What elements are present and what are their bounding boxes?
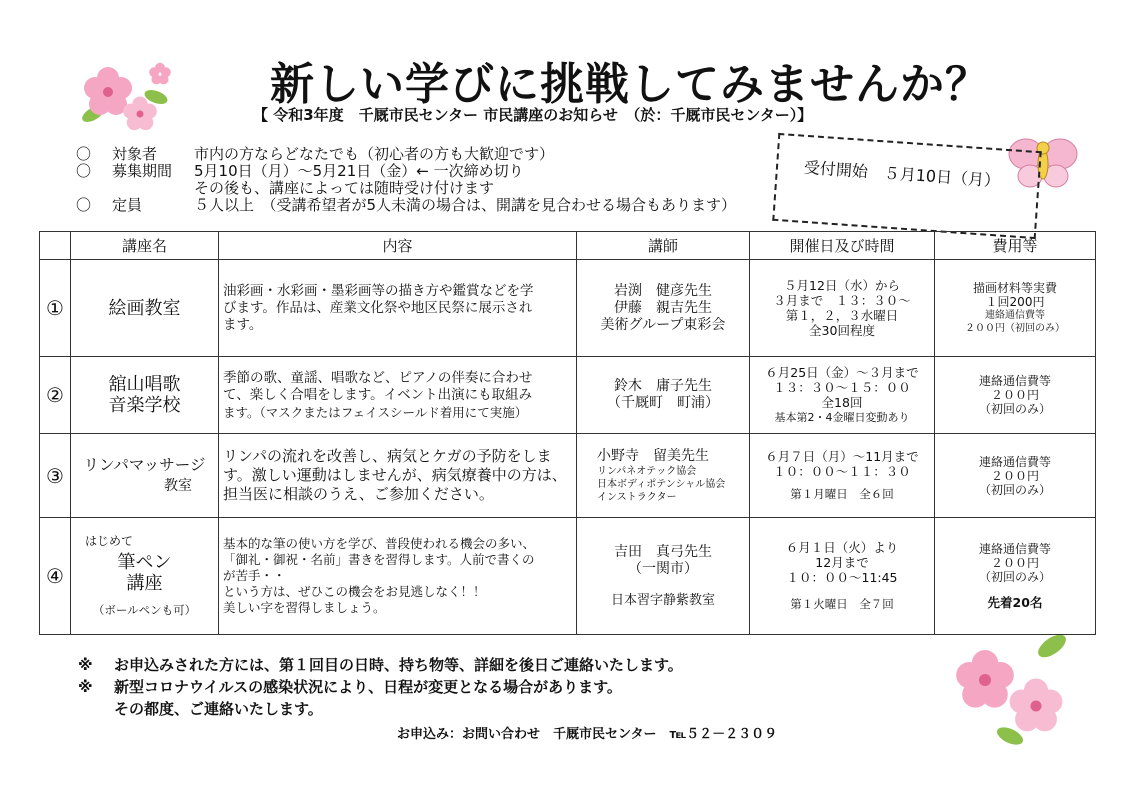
teacher-line: インストラクター — [597, 491, 677, 503]
teacher-line: 鈴木 庸子先生 — [614, 378, 712, 394]
table-header-row — [40, 232, 1096, 260]
course-name — [71, 434, 219, 518]
contact-info: お申込み：お問い合わせ 千厩市民センター ℡５２－２３０９ — [397, 727, 778, 742]
content-line: 油彩画・水彩画・墨彩画等の描き方や鑑賞などを学 — [223, 282, 534, 299]
row-number: ② — [40, 357, 71, 434]
info-list — [76, 146, 736, 214]
note-mark: ※ — [78, 678, 93, 696]
fee-line: ２００円 — [990, 388, 1039, 402]
content-line: が苦手・・ — [223, 568, 286, 583]
course-name-line: 教室 — [164, 477, 192, 494]
fee-line: ２００円（初回のみ） — [965, 323, 1065, 334]
course-fee — [935, 260, 1096, 357]
info-row-capacity — [76, 197, 736, 214]
row-number: ③ — [40, 434, 71, 518]
course-name — [71, 357, 219, 434]
content-line: 担当医に相談のうえ、ご参加ください。 — [223, 485, 494, 503]
fee-line: ２００円 — [990, 468, 1039, 483]
course-teacher — [577, 434, 750, 518]
fee-line: ２００円 — [990, 556, 1039, 570]
note-mark: ※ — [78, 656, 93, 674]
content-line: 季節の歌、童謡、唱歌など、ピアノの伴奏に合わせ — [223, 369, 533, 386]
content-line: びます。作品は、産業文化祭や地区民祭に展示され — [223, 299, 533, 316]
schedule-line: 第１火曜日 全７回 — [790, 597, 894, 611]
fee-line: 連絡通信費等 — [985, 310, 1045, 321]
info-mark — [76, 180, 112, 197]
schedule-line: １０：００～11:45 — [786, 570, 898, 585]
course-teacher — [577, 518, 750, 635]
content-line: 「御礼・御祝・名前」書きを習得します。人前で書くの — [223, 552, 535, 567]
schedule-line: ３月まで １３：３０～ — [773, 293, 911, 308]
teacher-line: 日本習字静紫教室 — [610, 592, 715, 608]
fee-line: 描画材料等実費 — [972, 281, 1057, 295]
course-schedule — [750, 518, 935, 635]
schedule-line: 12月まで — [815, 555, 869, 570]
info-label: 対象者 — [112, 145, 158, 163]
course-content — [219, 357, 577, 434]
info-label: 定員 — [112, 196, 143, 214]
table-row — [40, 357, 1096, 434]
course-name — [71, 518, 219, 635]
schedule-line: １０：００～１１：３０ — [773, 464, 911, 479]
content-line: ます。 — [223, 316, 263, 333]
page-subtitle: 【 令和3年度 千厩市民センター 市民講座のお知らせ （於：千厩市民センター）】 — [253, 106, 813, 124]
teacher-line: 美術グループ東彩会 — [600, 316, 726, 333]
info-mark: 〇 — [76, 162, 92, 180]
note-item — [78, 676, 683, 698]
content-line: ます。（マスクまたはフェイスシールド着用にて実施） — [223, 404, 528, 420]
course-teacher — [577, 260, 750, 357]
header-teacher: 講師 — [577, 232, 750, 260]
content-line: 基本的な筆の使い方を学び、普段使われる機会の多い、 — [223, 536, 536, 551]
info-row-target — [76, 146, 736, 163]
fee-line: 連絡通信費等 — [978, 542, 1051, 556]
schedule-line: 全18回 — [821, 395, 863, 410]
schedule-line: ５月12日（水）から — [784, 278, 900, 293]
course-content — [219, 434, 577, 518]
course-table — [39, 231, 1096, 635]
content-line: す。激しい運動はしませんが、病気療養中の方は、 — [223, 466, 567, 484]
content-line: 美しい字を習得しましょう。 — [223, 600, 386, 615]
fee-line: （初回のみ） — [978, 570, 1051, 584]
teacher-line: （一関市） — [628, 560, 698, 577]
course-name-line: 音楽学校 — [108, 395, 181, 416]
page-title: 新しい学びに挑戦してみませんか？ — [270, 59, 990, 110]
course-name-line: （ボールペンも可） — [92, 603, 197, 617]
fee-line: （初回のみ） — [978, 482, 1051, 497]
course-name-line: 舘山唱歌 — [108, 374, 181, 395]
note-item — [78, 698, 683, 720]
teacher-line: 日本ボディポテンシャル協会 — [597, 478, 726, 490]
note-text: 新型コロナウイルスの感染状況により、日程が変更となる場合があります。 — [114, 678, 622, 696]
note-item — [78, 654, 683, 676]
header-schedule: 開催日及び時間 — [750, 232, 935, 260]
content-line: て、楽しく合唱をします。イベント出演にも取組み — [223, 386, 533, 403]
notes — [78, 654, 683, 720]
info-value: ５人以上 （受講希望者が5人未満の場合は、開講を見合わせる場合もあります） — [194, 196, 737, 214]
teacher-line: 岩渕 健彦先生 — [614, 282, 712, 299]
schedule-line: 基本第2・4金曜日変動あり — [774, 411, 910, 424]
teacher-line: 小野寺 留美先生 — [597, 447, 709, 464]
course-teacher — [577, 357, 750, 434]
content-line: リンパの流れを改善し、病気とケガの予防をしま — [223, 447, 552, 465]
flower-icon-top-left — [68, 52, 178, 142]
info-row-period — [76, 163, 736, 180]
schedule-line: ６月25日（金）～３月まで — [765, 365, 919, 380]
content-line: という方は、ぜひこの機会をお見逃しなく！！ — [223, 584, 486, 599]
course-schedule — [750, 260, 935, 357]
course-content — [219, 518, 577, 635]
info-mark: 〇 — [76, 196, 92, 214]
info-mark: 〇 — [76, 145, 92, 163]
header-fee: 費用等 — [935, 232, 1096, 260]
course-fee — [935, 518, 1096, 635]
row-number: ① — [40, 260, 71, 357]
schedule-line: 全30回程度 — [809, 323, 875, 338]
schedule-line: 第１月曜日 全６回 — [790, 487, 894, 501]
flower-icon-bottom-right — [940, 628, 1080, 748]
info-label — [112, 180, 194, 197]
fee-line: 先着20名 — [987, 595, 1043, 610]
table-row — [40, 260, 1096, 357]
reception-start-stamp — [772, 133, 1041, 239]
teacher-line: リンパネオテック協会 — [597, 465, 697, 477]
course-schedule — [750, 434, 935, 518]
row-number: ④ — [40, 518, 71, 635]
header-content: 内容 — [219, 232, 577, 260]
course-name — [71, 260, 219, 357]
info-row-period-note — [76, 180, 736, 197]
info-value: その後も、講座によっては随時受け付けます — [194, 179, 495, 197]
table-row — [40, 434, 1096, 518]
note-text: お申込みされた方には、第１回目の日時、持ち物等、詳細を後日ご連絡いたします。 — [114, 656, 683, 674]
course-content — [219, 260, 577, 357]
table-row — [40, 518, 1096, 635]
schedule-line: ６月１日（火）より — [785, 540, 899, 555]
stamp-text: 受付開始 ５月10日（月） — [803, 157, 1001, 191]
course-fee — [935, 357, 1096, 434]
teacher-line: 吉田 真弓先生 — [614, 543, 712, 560]
fee-line: （初回のみ） — [978, 402, 1051, 416]
teacher-line: 伊藤 親吉先生 — [614, 299, 712, 316]
course-name-line: リンパマッサージ — [83, 455, 206, 474]
fee-line: １回200円 — [985, 295, 1045, 309]
schedule-line: １３：３０～１５：００ — [773, 380, 911, 395]
info-value: 市内の方ならどなたでも（初心者の方も大歓迎です） — [194, 145, 555, 163]
course-name-line: 講座 — [126, 573, 163, 594]
fee-line: 連絡通信費等 — [978, 454, 1051, 469]
schedule-line: ６月７日（月）～11月まで — [765, 449, 919, 464]
course-fee — [935, 434, 1096, 518]
note-text: その都度、ご連絡いたします。 — [114, 700, 323, 718]
info-value: 5月10日（月）～5月21日（金）← 一次締め切り — [194, 162, 524, 180]
teacher-line: （千厩町 町浦） — [607, 395, 719, 411]
course-name-line: 絵画教室 — [108, 297, 181, 319]
course-name-line: 筆ペン — [117, 552, 172, 573]
fee-line: 連絡通信費等 — [978, 374, 1051, 388]
info-label: 募集期間 — [112, 162, 173, 180]
course-schedule — [750, 357, 935, 434]
course-name-line: はじめて — [85, 534, 134, 548]
header-num — [40, 232, 71, 260]
schedule-line: 第１，２，３水曜日 — [785, 308, 899, 323]
header-course-name: 講座名 — [71, 232, 219, 260]
